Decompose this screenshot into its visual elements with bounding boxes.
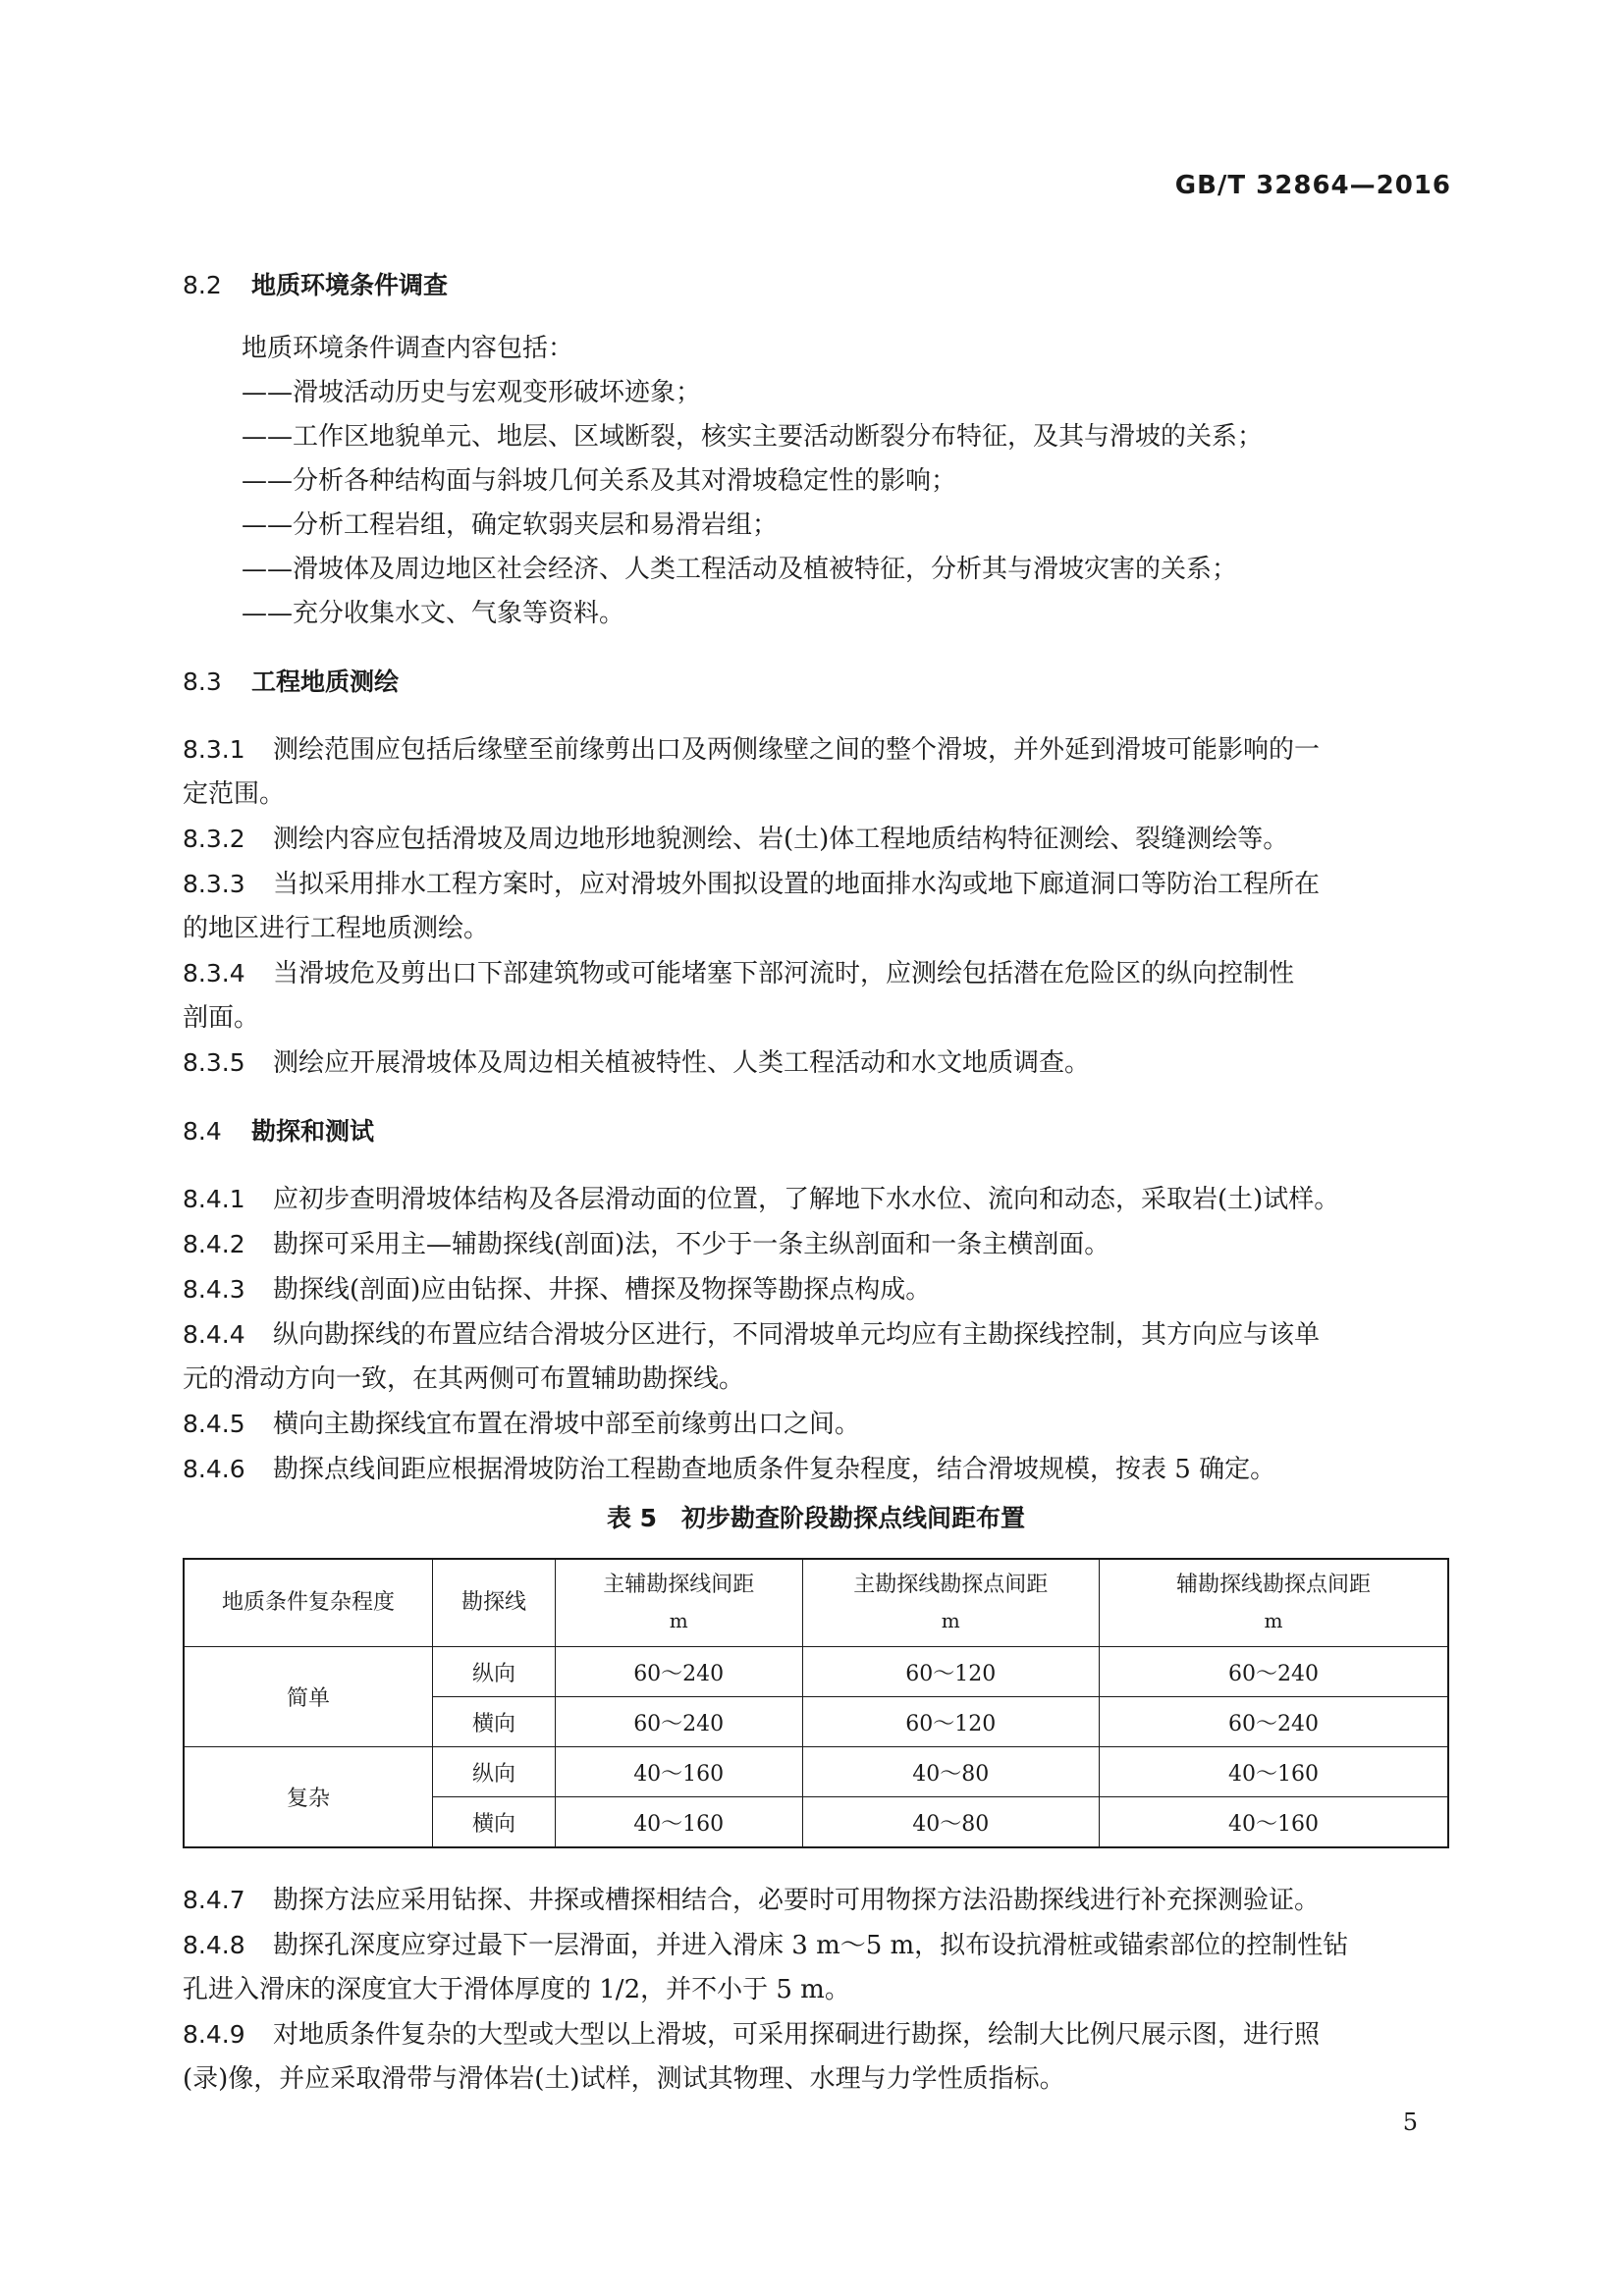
clause-text: 横向主勘探线宜布置在滑坡中部至前缘剪出口之间。 (273, 1410, 861, 1439)
clause-text: 当滑坡危及剪出口下部建筑物或可能堵塞下部河流时，应测绘包括潜在危险区的纵向控制性 (273, 959, 1295, 988)
section-heading-8-2 (183, 263, 1449, 307)
clause-text: 纵向勘探线的布置应结合滑坡分区进行，不同滑坡单元均应有主勘探线控制，其方向应与该单 (273, 1320, 1321, 1350)
clause-number: 8.4.4 (183, 1320, 245, 1349)
clause-8-4-3 (183, 1267, 1449, 1312)
header-label: 辅勘探线勘探点间距 (1176, 1573, 1372, 1597)
value-cell: 40～160 (1100, 1797, 1448, 1848)
clause-text: 测绘范围应包括后缘壁至前缘剪出口及两侧缘壁之间的整个滑坡，并外延到滑坡可能影响的一 (273, 735, 1321, 765)
clause-8-4-5 (183, 1402, 1449, 1447)
value-cell: 40～80 (802, 1747, 1100, 1797)
complexity-cell: 简单 (184, 1647, 433, 1747)
intro-text: 地质环境条件调查内容包括： (242, 334, 574, 363)
section-title: 地质环境条件调查 (251, 271, 449, 299)
header-unit: m (941, 1609, 960, 1632)
value-cell: 60～240 (555, 1697, 802, 1747)
value-cell: 40～160 (555, 1797, 802, 1848)
value-cell: 60～240 (1100, 1647, 1448, 1697)
clause-8-3-5 (183, 1041, 1449, 1086)
clause-8-4-8 (183, 1923, 1449, 2012)
section-8-2-body (183, 327, 1449, 636)
page-number: 5 (1402, 2109, 1418, 2136)
clause-number: 8.3.4 (183, 959, 245, 988)
clause-8-4-6 (183, 1447, 1449, 1492)
clause-8-4-9 (183, 2012, 1449, 2102)
list-item: ——工作区地貌单元、地层、区域断裂，核实主要活动断裂分布特征，及其与滑坡的关系； (242, 422, 1264, 452)
section-number: 8.4 (183, 1117, 222, 1146)
clause-number: 8.4.1 (183, 1185, 245, 1213)
clause-text: 当拟采用排水工程方案时，应对滑坡外围拟设置的地面排水沟或地下廊道洞口等防治工程所在 (273, 870, 1321, 899)
header-label: 主勘探线勘探点间距 (853, 1573, 1049, 1597)
table-header-row (184, 1559, 1448, 1647)
value-cell: 40～80 (802, 1797, 1100, 1848)
clause-number: 8.3.1 (183, 735, 245, 764)
clause-number: 8.3.2 (183, 825, 245, 853)
value-cell: 40～160 (555, 1747, 802, 1797)
clause-8-4-7 (183, 1878, 1449, 1923)
value-cell: 60～120 (802, 1647, 1100, 1697)
table-header-cell (555, 1559, 802, 1647)
clause-8-3-3 (183, 862, 1449, 951)
clause-text: 测绘内容应包括滑坡及周边地形地貌测绘、岩(土)体工程地质结构特征测绘、裂缝测绘等。 (273, 825, 1289, 854)
value-cell: 60～120 (802, 1697, 1100, 1747)
section-heading-8-3 (183, 660, 1449, 704)
line-cell: 纵向 (433, 1647, 556, 1697)
clause-text-cont: 的地区进行工程地质测绘。 (183, 914, 490, 943)
list-item: ——分析各种结构面与斜坡几何关系及其对滑坡稳定性的影响； (242, 466, 957, 496)
line-cell: 横向 (433, 1697, 556, 1747)
table-row (184, 1647, 1448, 1697)
clause-8-4-2 (183, 1222, 1449, 1267)
post-table-clauses (183, 1878, 1449, 2102)
clause-number: 8.3.5 (183, 1048, 245, 1077)
header-unit: m (669, 1609, 688, 1632)
clause-text: 勘探孔深度应穿过最下一层滑面，并进入滑床 3 m～5 m，拟布设抗滑桩或锚索部位的控制性钻 (273, 1931, 1349, 1960)
page-content (183, 263, 1449, 2102)
value-cell: 60～240 (1100, 1697, 1448, 1747)
table-header-cell: 勘探线 (433, 1559, 556, 1647)
header-label: 主辅勘探线间距 (603, 1573, 755, 1597)
clause-text: 对地质条件复杂的大型或大型以上滑坡，可采用探硐进行勘探，绘制大比例尺展示图，进行照 (273, 2020, 1321, 2050)
clause-text: 勘探线(剖面)应由钻探、井探、槽探及物探等勘探点构成。 (273, 1275, 932, 1305)
section-8-3-body (183, 727, 1449, 1086)
clause-8-3-1 (183, 727, 1449, 817)
list-item: ——充分收集水文、气象等资料。 (242, 599, 625, 628)
line-cell: 横向 (433, 1797, 556, 1848)
list-item: ——分析工程岩组，确定软弱夹层和易滑岩组； (242, 510, 779, 540)
table-header-cell: 地质条件复杂程度 (184, 1559, 433, 1647)
clause-text: 勘探方法应采用钻探、井探或槽探相结合，必要时可用物探方法沿勘探线进行补充探测验证。 (273, 1886, 1321, 1915)
value-cell: 60～240 (555, 1647, 802, 1697)
clause-text: 应初步查明滑坡体结构及各层滑动面的位置，了解地下水水位、流向和动态，采取岩(土)试样。 (273, 1185, 1340, 1214)
clause-text-cont: (录)像，并应采取滑带与滑体岩(土)试样，测试其物理、水理与力学性质指标。 (183, 2064, 1065, 2094)
line-cell: 纵向 (433, 1747, 556, 1797)
list-item: ——滑坡体及周边地区社会经济、人类工程活动及植被特征，分析其与滑坡灾害的关系； (242, 555, 1238, 584)
clause-text: 测绘应开展滑坡体及周边相关植被特性、人类工程活动和水文地质调查。 (273, 1048, 1091, 1078)
standard-number: GB/T 32864—2016 (1174, 171, 1451, 200)
clause-number: 8.4.9 (183, 2020, 245, 2049)
clause-text-cont: 元的滑动方向一致，在其两侧可布置辅助勘探线。 (183, 1364, 745, 1394)
clause-text-cont: 孔进入滑床的深度宜大于滑体厚度的 1/2，并不小于 5 m。 (183, 1975, 850, 2004)
section-8-4-body (183, 1177, 1449, 2102)
table-title: 表 5 初步勘查阶段勘探点线间距布置 (606, 1504, 1026, 1532)
list-item: ——滑坡活动历史与宏观变形破坏迹象； (242, 378, 702, 407)
spacing-table (183, 1558, 1449, 1848)
clause-8-3-2 (183, 817, 1449, 862)
clause-number: 8.4.5 (183, 1410, 245, 1438)
table-header-cell (1100, 1559, 1448, 1647)
clause-8-3-4 (183, 951, 1449, 1041)
table-row (184, 1747, 1448, 1797)
clause-number: 8.3.3 (183, 870, 245, 898)
clause-text: 勘探点线间距应根据滑坡防治工程勘查地质条件复杂程度，结合滑坡规模，按表 5 确定。 (273, 1455, 1276, 1484)
clause-number: 8.4.6 (183, 1455, 245, 1483)
clause-text-cont: 剖面。 (183, 1003, 260, 1033)
clause-8-4-4 (183, 1312, 1449, 1402)
table-header-cell (802, 1559, 1100, 1647)
clause-number: 8.4.3 (183, 1275, 245, 1304)
section-title: 工程地质测绘 (251, 667, 400, 696)
section-number: 8.2 (183, 271, 222, 299)
value-cell: 40～160 (1100, 1747, 1448, 1797)
section-number: 8.3 (183, 667, 222, 696)
clause-8-4-1 (183, 1177, 1449, 1222)
clause-text: 勘探可采用主—辅勘探线(剖面)法，不少于一条主纵剖面和一条主横剖面。 (273, 1230, 1110, 1259)
section-title: 勘探和测试 (251, 1117, 375, 1146)
clause-number: 8.4.7 (183, 1886, 245, 1914)
clause-number: 8.4.8 (183, 1931, 245, 1959)
clause-text-cont: 定范围。 (183, 779, 286, 809)
clause-number: 8.4.2 (183, 1230, 245, 1258)
section-heading-8-4 (183, 1109, 1449, 1153)
header-unit: m (1264, 1609, 1283, 1632)
complexity-cell: 复杂 (184, 1747, 433, 1848)
